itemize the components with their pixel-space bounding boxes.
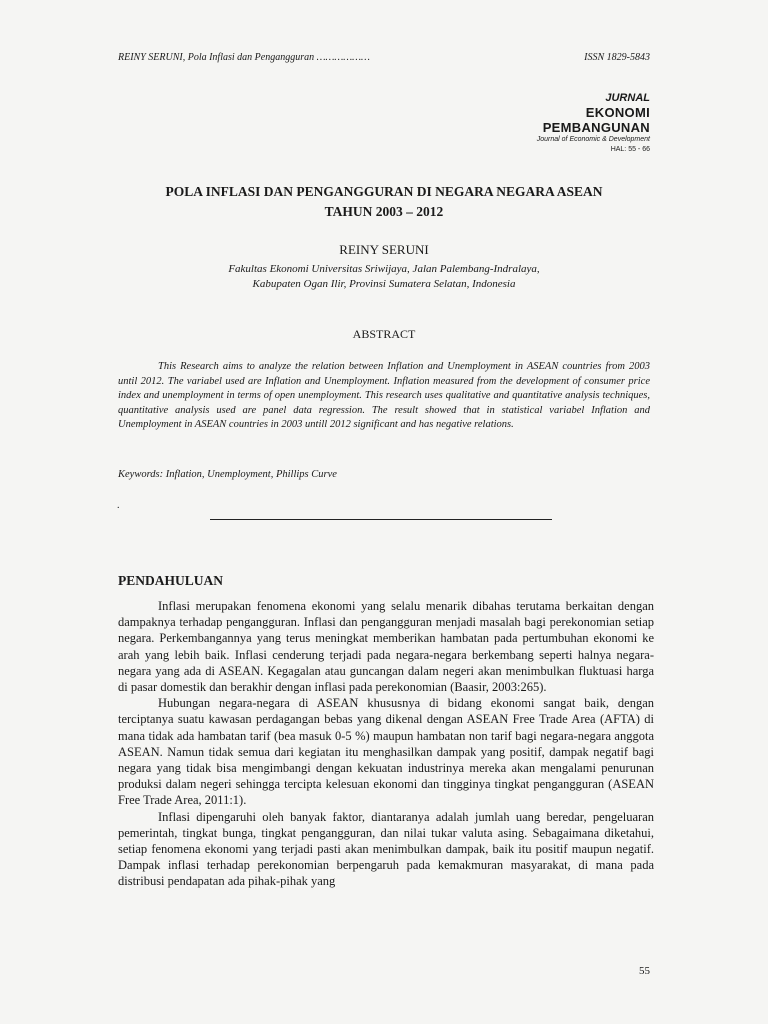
stray-dot: . (117, 500, 120, 511)
body-paragraph: Hubungan negara-negara di ASEAN khususnya di bidang ekonomi sangat baik, dengan terciptanya suatu kawasan perdagangan bebas yang dikenal dengan ASEAN Free Trade Area (AFTA) di mana tidak ada hambatan tarif (bea masuk 0-5 %) maupun hambatan non tarif bagi negara-negara anggota ASEAN. Namun tidak semua dari kegiatan itu menghasilkan dampak yang positif, dampak negatif bagi negara yang tidak bisa mengimbangi dengan kekuatan industrinya mereka akan mengalami penurunan produksi dalam negeri sehingga tercipta kelesuan ekonomi dan tingginya tingkat pengangguran (ASEAN Free Trade Area, 2011:1). (118, 696, 654, 808)
journal-name-line1: JURNAL (605, 92, 650, 104)
author-affiliation (118, 262, 650, 292)
body-paragraph: Inflasi dipengaruhi oleh banyak faktor, diantaranya adalah jumlah uang beredar, pengeluaran pemerintah, tingkat bunga, tingkat pengangguran, dan nilai tukar valuta asing. Sebagaimana diketahui, setiap fenomena ekonomi yang terjadi pasti akan menimbulkan dampak, baik itu positif maupun negatif. Dampak inflasi terhadap perekonomian berpengaruh pada kemakmuran masyarakat, di mana pada distribusi pendapatan ada pihak-pihak yang (118, 809, 654, 889)
page-number: 55 (639, 965, 650, 977)
section-body (118, 598, 654, 890)
journal-subtitle: Journal of Economic & Development (536, 136, 650, 143)
issn-label: ISSN 1829-5843 (584, 52, 650, 63)
affiliation-line1: Fakultas Ekonomi Universitas Sriwijaya, Jalan Palembang-Indralaya, (228, 263, 540, 275)
abstract-heading: ABSTRACT (352, 327, 416, 341)
paper-title-line2: TAHUN 2003 – 2012 (324, 204, 444, 219)
author-name: REINY SERUNI (339, 242, 429, 257)
journal-name-line3: PEMBANGUNAN (542, 120, 650, 135)
paper-title-line1: POLA INFLASI DAN PENGANGGURAN DI NEGARA NEGARA ASEAN (165, 184, 603, 199)
journal-pages: HAL: 55 - 66 (610, 146, 650, 153)
journal-name-line2: EKONOMI (585, 105, 650, 120)
abstract-text: This Research aims to analyze the relation between Inflation and Unemployment in ASEAN countries from 2003 until 2012. The variabel used are Inflation and Unemployment. Inflation measured from the development of consumer price index and unemployment in terms of open unemployment. This research uses qualitative and quantitative analysis techniques, quantitative analysis used are panel data regression. The result showed that in statistical variabel Inflation and Unemployment in ASEAN countries in 2003 untill 2012 significant and has negative relations. (118, 361, 650, 430)
journal-logo (537, 92, 650, 155)
running-header-left: REINY SERUNI, Pola Inflasi dan Pengangguran ……………… (118, 52, 370, 63)
keywords: Keywords: Inflation, Unemployment, Phillips Curve (118, 469, 337, 480)
paper-title (118, 182, 650, 222)
body-paragraph: Inflasi merupakan fenomena ekonomi yang selalu menarik dibahas terutama berkaitan dengan dampaknya terhadap pengangguran. Inflasi dan pengangguran menjadi masalah bagi perekonomian setiap negara. Perkembangannya yang terus meningkat memberikan hambatan pada pertumbuhan ekonomi ke arah yang lebih baik. Inflasi cenderung terjadi pada negara-negara berkembang seperti halnya negara-negara yang ada di ASEAN. Kegagalan atau guncangan dalam negeri akan menimbulkan fluktuasi harga di pasar domestik dan berakhir dengan inflasi pada perekonomian (Baasir, 2003:265). (118, 599, 654, 695)
section-heading: PENDAHULUAN (118, 573, 224, 588)
separator-rule (210, 519, 552, 520)
affiliation-line2: Kabupaten Ogan Ilir, Provinsi Sumatera Selatan, Indonesia (252, 278, 516, 290)
